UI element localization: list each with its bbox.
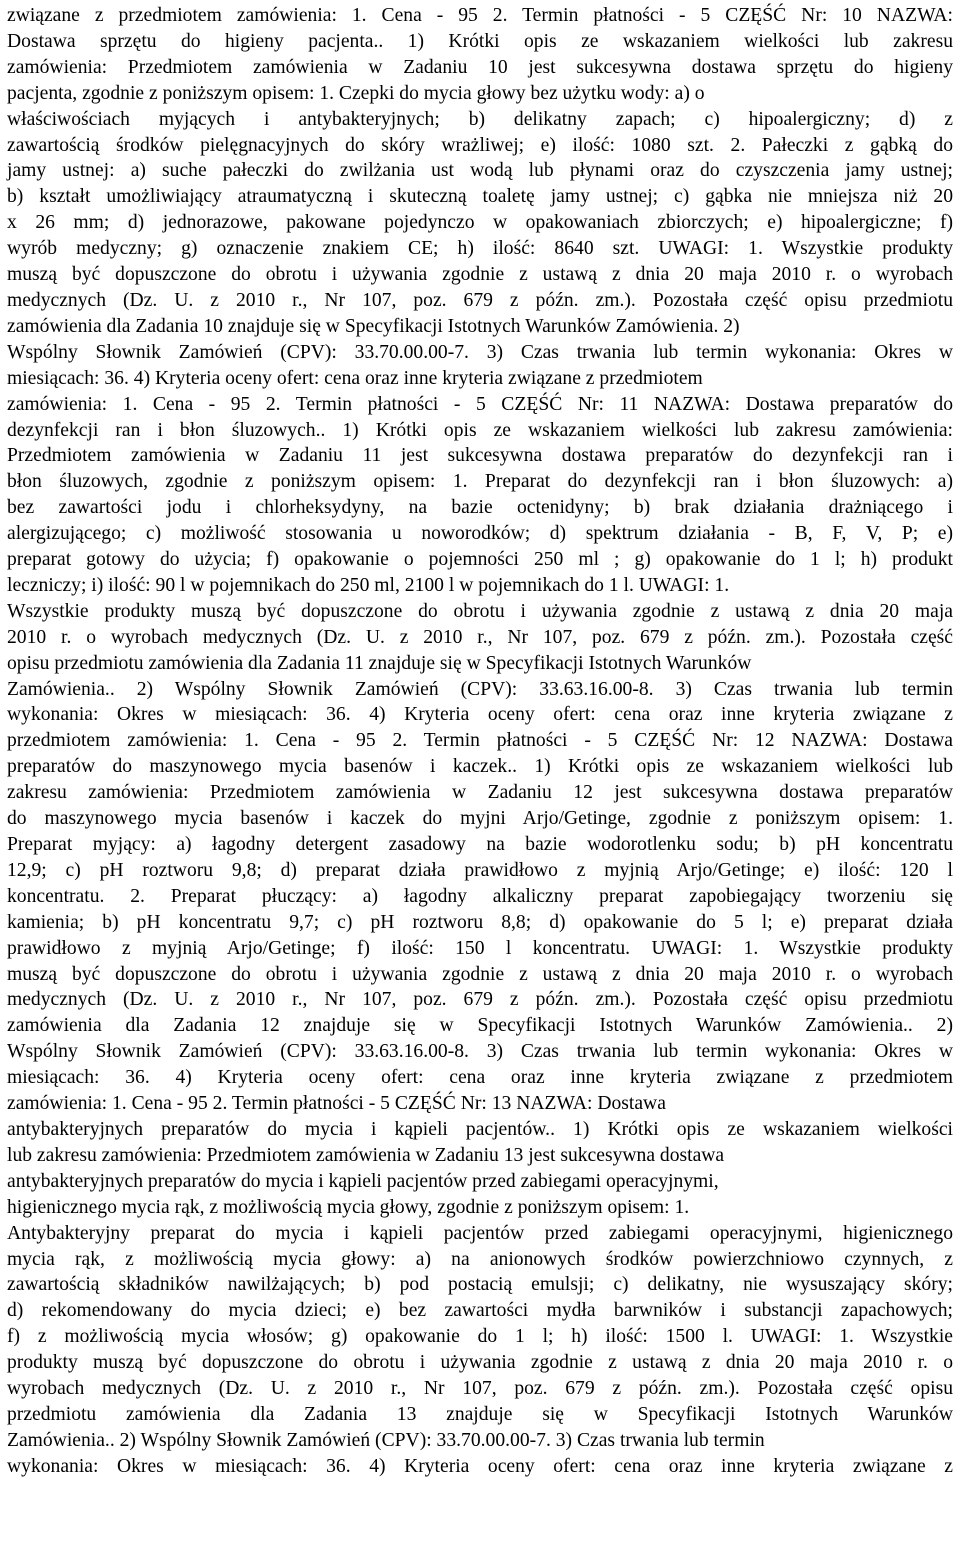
- text-line: mycia rąk, z możliwością mycia głowy: a) na anionowych środków powierzchniowo czynnych, z: [7, 1248, 953, 1270]
- text-line: przedmiotu zamówienia dla Zadania 13 znajduje się w Specyfikacji Istotnych Warunków: [7, 1403, 953, 1425]
- text-line: Wszystkie produkty muszą być dopuszczone do obrotu i używania zgodnie z ustawą z dnia 20 maja: [7, 600, 953, 622]
- text-line: przedmiotem zamówienia: 1. Cena - 95 2. Termin płatności - 5 CZĘŚĆ Nr: 12 NAZWA: Dostawa: [7, 730, 953, 752]
- text-line: miesiącach: 36. 4) Kryteria oceny ofert: cena oraz inne kryteria związane z przedmiotem: [7, 367, 703, 389]
- text-line: Wspólny Słownik Zamówień (CPV): 33.70.00.00-7. 3) Czas trwania lub termin wykonania: Okres w: [7, 341, 953, 363]
- text-line: miesiącach: 36. 4) Kryteria oceny ofert: cena oraz inne kryteria związane z przedmiotem: [7, 1067, 953, 1089]
- text-line: medycznych (Dz. U. z 2010 r., Nr 107, poz. 679 z późn. zm.). Pozostała część opisu przedmiotu: [7, 289, 953, 311]
- text-line: higienicznego mycia rąk, z możliwością mycia głowy, zgodnie z poniższym opisem: 1.: [7, 1196, 690, 1218]
- text-line: medycznych (Dz. U. z 2010 r., Nr 107, poz. 679 z późn. zm.). Pozostała część opisu przedmiotu: [7, 989, 953, 1011]
- text-line: wykonania: Okres w miesiącach: 36. 4) Kryteria oceny ofert: cena oraz inne kryteria związane z: [7, 1455, 953, 1477]
- text-line: lub zakresu zamówienia: Przedmiotem zamówienia w Zadaniu 13 jest sukcesywna dostawa: [7, 1144, 725, 1166]
- text-line: Antybakteryjny preparat do mycia i kąpieli pacjentów przed zabiegami operacyjnymi, higienicznego: [7, 1222, 953, 1244]
- text-line: x 26 mm; d) jednorazowe, pakowane pojedynczo w opakowaniach zbiorczych; e) hipoalergiczne; f): [7, 212, 953, 234]
- text-line: kamienia; b) pH koncentratu 9,7; c) pH roztworu 8,8; d) opakowanie do 5 l; e) preparat działa: [7, 911, 953, 933]
- text-line: Przedmiotem zamówienia w Zadaniu 11 jest sukcesywna dostawa preparatów do dezynfekcji ran i: [7, 445, 953, 467]
- text-line: prawidłowo z myjnią Arjo/Getinge; f) ilość: 150 l koncentratu. UWAGI: 1. Wszystkie produkty: [7, 937, 953, 959]
- text-line: bez zawartości jodu i chlorheksydyny, na bazie octenidyny; b) brak działania drażniącego i: [7, 497, 953, 519]
- text-line: zamówienia dla Zadania 10 znajduje się w Specyfikacji Istotnych Warunków Zamówienia. 2): [7, 315, 740, 337]
- text-line: Preparat myjący: a) łagodny detergent zasadowy na bazie wodorotlenku sodu; b) pH koncentratu: [7, 834, 953, 855]
- text-line: preparatów do maszynowego mycia basenów i kaczek.. 1) Krótki opis ze wskazaniem wielkości lub: [7, 756, 953, 778]
- text-line: właściwościach myjących i antybakteryjnych; b) delikatny zapach; c) hipoalergiczny; d) z: [7, 108, 953, 130]
- text-line: muszą być dopuszczone do obrotu i używania zgodnie z ustawą z dnia 20 maja 2010 r. o wyrobach: [7, 963, 953, 985]
- text-line: zawartością środków pielęgnacyjnych do skóry wrażliwej; e) ilość: 1080 szt. 2. Pałeczki z gąbką do: [7, 134, 953, 156]
- text-line: 2010 r. o wyrobach medycznych (Dz. U. z 2010 r., Nr 107, poz. 679 z późn. zm.). Pozostała część: [7, 626, 953, 648]
- text-line: alergizującego; c) możliwość stosowania u noworodków; d) spektrum działania - B, F, V, P; e): [7, 523, 953, 545]
- text-lines: [7, 3, 953, 1480]
- text-line: 12,9; c) pH roztworu 9,8; d) preparat działa prawidłowo z myjnią Arjo/Getinge; e) ilość: 120 l: [7, 859, 953, 881]
- text-line: błon śluzowych, zgodnie z poniższym opisem: 1. Preparat do dezynfekcji ran i błon śluzowych: a): [7, 471, 953, 493]
- text-line: antybakteryjnych preparatów do mycia i kąpieli pacjentów przed zabiegami operacyjnymi,: [7, 1170, 719, 1192]
- text-line: Wspólny Słownik Zamówień (CPV): 33.63.16.00-8. 3) Czas trwania lub termin wykonania: Okres w: [7, 1041, 953, 1063]
- text-line: dezynfekcji ran i błon śluzowych.. 1) Krótki opis ze wskazaniem wielkości lub zakresu zamówienia:: [7, 419, 953, 441]
- text-line: b) kształt umożliwiający atraumatyczną i skuteczną toaletę jamy ustnej; c) gąbka nie mniejsza niż 20: [7, 186, 953, 208]
- document-body: [7, 3, 953, 1480]
- text-line: jamy ustnej: a) suche pałeczki do zwilżania ust wodą lub płynami oraz do czyszczenia jamy ustnej;: [7, 160, 953, 182]
- text-line: zamówienia dla Zadania 12 znajduje się w Specyfikacji Istotnych Warunków Zamówienia.. 2): [7, 1015, 953, 1037]
- text-line: d) rekomendowany do mycia dzieci; e) bez zawartości mydła barwników i substancji zapachowych;: [7, 1300, 953, 1322]
- text-line: Zamówienia.. 2) Wspólny Słownik Zamówień (CPV): 33.70.00.00-7. 3) Czas trwania lub termin: [7, 1429, 765, 1451]
- text-line: leczniczy; i) ilość: 90 l w pojemnikach do 250 ml, 2100 l w pojemnikach do 1 l. UWAGI: 1.: [7, 574, 730, 596]
- text-line: wykonania: Okres w miesiącach: 36. 4) Kryteria oceny ofert: cena oraz inne kryteria związane z: [7, 704, 953, 726]
- text-line: zakresu zamówienia: Przedmiotem zamówienia w Zadaniu 12 jest sukcesywna dostawa preparatów: [7, 782, 953, 804]
- text-line: f) z możliwością mycia włosów; g) opakowanie do 1 l; h) ilość: 1500 l. UWAGI: 1. Wszystkie: [7, 1326, 953, 1348]
- text-line: zamówienia: 1. Cena - 95 2. Termin płatności - 5 CZĘŚĆ Nr: 13 NAZWA: Dostawa: [7, 1093, 666, 1115]
- text-line: pacjenta, zgodnie z poniższym opisem: 1. Czepki do mycia głowy bez użytku wody: a) o: [7, 82, 705, 104]
- text-line: wyrobach medycznych (Dz. U. z 2010 r., Nr 107, poz. 679 z późn. zm.). Pozostała część opisu: [7, 1378, 953, 1400]
- text-line: antybakteryjnych preparatów do mycia i kąpieli pacjentów.. 1) Krótki opis ze wskazaniem wielkości: [7, 1118, 953, 1140]
- text-line: koncentratu. 2. Preparat płuczący: a) łagodny alkaliczny preparat zapobiegający tworzeniu się: [7, 885, 953, 907]
- text-line: związane z przedmiotem zamówienia: 1. Cena - 95 2. Termin płatności - 5 CZĘŚĆ Nr: 10 NAZWA:: [7, 5, 953, 26]
- text-line: Dostawa sprzętu do higieny pacjenta.. 1) Krótki opis ze wskazaniem wielkości lub zakresu: [7, 30, 953, 52]
- text-line: Zamówienia.. 2) Wspólny Słownik Zamówień (CPV): 33.63.16.00-8. 3) Czas trwania lub termin: [7, 678, 953, 700]
- text-line: zamówienia: Przedmiotem zamówienia w Zadaniu 10 jest sukcesywna dostawa sprzętu do higieny: [7, 56, 953, 78]
- text-line: produkty muszą być dopuszczone do obrotu i używania zgodnie z ustawą z dnia 20 maja 2010 r. o: [7, 1352, 953, 1374]
- text-line: preparat gotowy do użycia; f) opakowanie o pojemności 250 ml ; g) opakowanie do 1 l; h) produkt: [7, 549, 953, 571]
- text-line: wyrób medyczny; g) oznaczenie znakiem CE; h) ilość: 8640 szt. UWAGI: 1. Wszystkie produkty: [7, 238, 953, 260]
- text-line: zamówienia: 1. Cena - 95 2. Termin płatności - 5 CZĘŚĆ Nr: 11 NAZWA: Dostawa preparatów do: [7, 393, 953, 415]
- text-line: opisu przedmiotu zamówienia dla Zadania 11 znajduje się w Specyfikacji Istotnych Warunków: [7, 652, 752, 674]
- text-line: do maszynowego mycia basenów i kaczek do myjni Arjo/Getinge, zgodnie z poniższym opisem: 1.: [7, 808, 953, 830]
- text-line: zawartością składników nawilżających; b) pod postacią emulsji; c) delikatny, nie wysuszający skóry;: [7, 1274, 953, 1296]
- text-line: muszą być dopuszczone do obrotu i używania zgodnie z ustawą z dnia 20 maja 2010 r. o wyrobach: [7, 264, 953, 286]
